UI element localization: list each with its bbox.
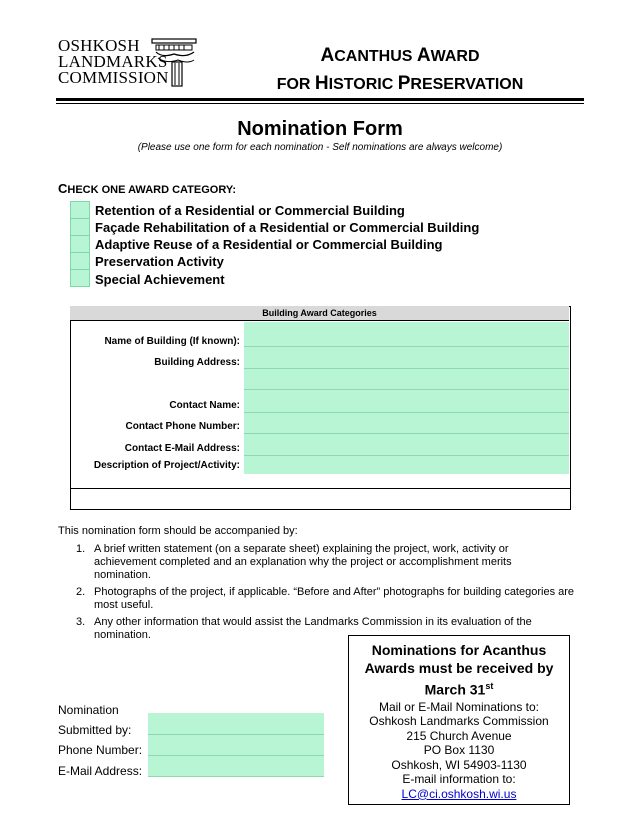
deadline-email-link[interactable]: LC@ci.oshkosh.wi.us — [401, 786, 517, 801]
form-subheading: (Please use one form for each nomination - Self nominations are always welcome) — [137, 142, 503, 153]
field-divider-5 — [244, 433, 569, 434]
logo-line-1: OSHKOSH — [58, 36, 140, 55]
category-label-facade: Façade Rehabilitation of a Residential or Commercial Building — [95, 220, 480, 235]
checkbox-facade[interactable] — [70, 218, 90, 236]
deadline-mail-3: 215 Church Avenue — [406, 728, 512, 743]
award-title — [230, 45, 570, 95]
category-heading — [58, 181, 236, 196]
deadline-line-1: Nominations for Acanthus — [371, 642, 547, 658]
checkbox-retention[interactable] — [70, 201, 90, 219]
header-rule-thin — [56, 103, 584, 104]
field-divider-6 — [244, 455, 569, 456]
notes-intro: This nomination form should be accompanied by: — [58, 525, 298, 537]
category-heading-cap: C — [58, 181, 68, 196]
input-contact-name[interactable] — [244, 391, 569, 411]
label-contact-name: Contact Name: — [169, 400, 240, 411]
category-label-preservation: Preservation Activity — [95, 254, 224, 269]
field-divider-4 — [244, 412, 569, 413]
deadline-mail-2: Oshkosh Landmarks Commission — [369, 714, 549, 729]
label-contact-phone: Contact Phone Number: — [125, 421, 240, 432]
field-divider-1 — [244, 346, 569, 347]
title-cap-a2: A — [416, 45, 431, 66]
note-number-1: 1. — [76, 543, 86, 555]
checkbox-adaptive-reuse[interactable] — [70, 235, 90, 253]
label-building-name: Name of Building (If known): — [104, 336, 240, 347]
deadline-mail-5: Oshkosh, WI 54903-1130 — [391, 757, 527, 772]
deadline-line-2: Awards must be received by — [364, 660, 554, 676]
deadline-mail-4: PO Box 1130 — [423, 743, 495, 758]
title-canthus: CANTHUS — [334, 48, 417, 65]
category-label-special: Special Achievement — [95, 272, 225, 287]
title-cap-h: H — [314, 73, 329, 94]
submitter-email-label: E-Mail Address: — [58, 764, 143, 778]
input-contact-email[interactable] — [244, 435, 569, 454]
logo-line-2: LANDMARKS — [58, 52, 168, 71]
checkbox-preservation[interactable] — [70, 252, 90, 270]
note-text-1: A brief written statement (on a separate sheet) explaining the project, work, activity or achievement completed and an explanation why the project or accomplishment merits nomination. — [94, 543, 512, 581]
title-for: FOR — [276, 76, 315, 93]
deadline-date-sup: st — [485, 681, 494, 691]
field-divider-3 — [244, 389, 569, 390]
input-submitted-by[interactable] — [148, 713, 324, 735]
input-description[interactable] — [244, 457, 569, 474]
note-text-3: Any other information that would assist the Landmarks Commission in its evaluation of the nomination. — [94, 616, 532, 641]
label-building-address: Building Address: — [154, 357, 240, 368]
submitter-submitted-by-label: Submitted by: — [58, 723, 132, 737]
label-contact-email: Contact E-Mail Address: — [124, 443, 240, 454]
logo-line-3: COMMISSION — [58, 68, 169, 87]
category-heading-rest: HECK ONE AWARD CATEGORY: — [67, 184, 237, 196]
note-number-2: 2. — [76, 586, 86, 598]
checkbox-special[interactable] — [70, 269, 90, 287]
deadline-date: March 31 — [424, 681, 486, 698]
table-bottom-divider — [70, 488, 570, 489]
title-istoric: ISTORIC — [328, 76, 398, 93]
note-number-3: 3. — [76, 616, 86, 628]
deadline-box — [348, 635, 570, 805]
title-ward: WARD — [430, 48, 480, 65]
category-label-retention: Retention of a Residential or Commercial Building — [95, 203, 405, 218]
input-building-address[interactable] — [244, 348, 569, 388]
input-submitter-email[interactable] — [148, 756, 324, 777]
deadline-mail-1: Mail or E-Mail Nominations to: — [378, 699, 540, 714]
form-heading: Nomination Form — [237, 118, 403, 140]
input-submitter-phone[interactable] — [148, 735, 324, 756]
note-text-2: Photographs of the project, if applicable. “Before and After” photographs for building categories are most useful. — [94, 586, 575, 611]
label-description: Description of Project/Activity: — [93, 460, 240, 471]
input-building-name[interactable] — [244, 325, 569, 345]
title-cap-a: A — [320, 45, 335, 66]
deadline-heading — [349, 641, 569, 699]
column-capital-icon — [150, 36, 200, 90]
submitter-phone-label: Phone Number: — [58, 743, 143, 757]
title-reservation: RESERVATION — [410, 76, 524, 93]
header-rule-thick — [56, 98, 584, 101]
submitter-nomination-label: Nomination — [58, 703, 119, 717]
deadline-mail-6: E-mail information to: — [402, 772, 516, 787]
category-label-adaptive-reuse: Adaptive Reuse of a Residential or Commercial Building — [95, 237, 443, 252]
title-cap-p: P — [397, 73, 411, 94]
building-table-header: Building Award Categories — [70, 306, 569, 321]
input-contact-phone[interactable] — [244, 414, 569, 432]
